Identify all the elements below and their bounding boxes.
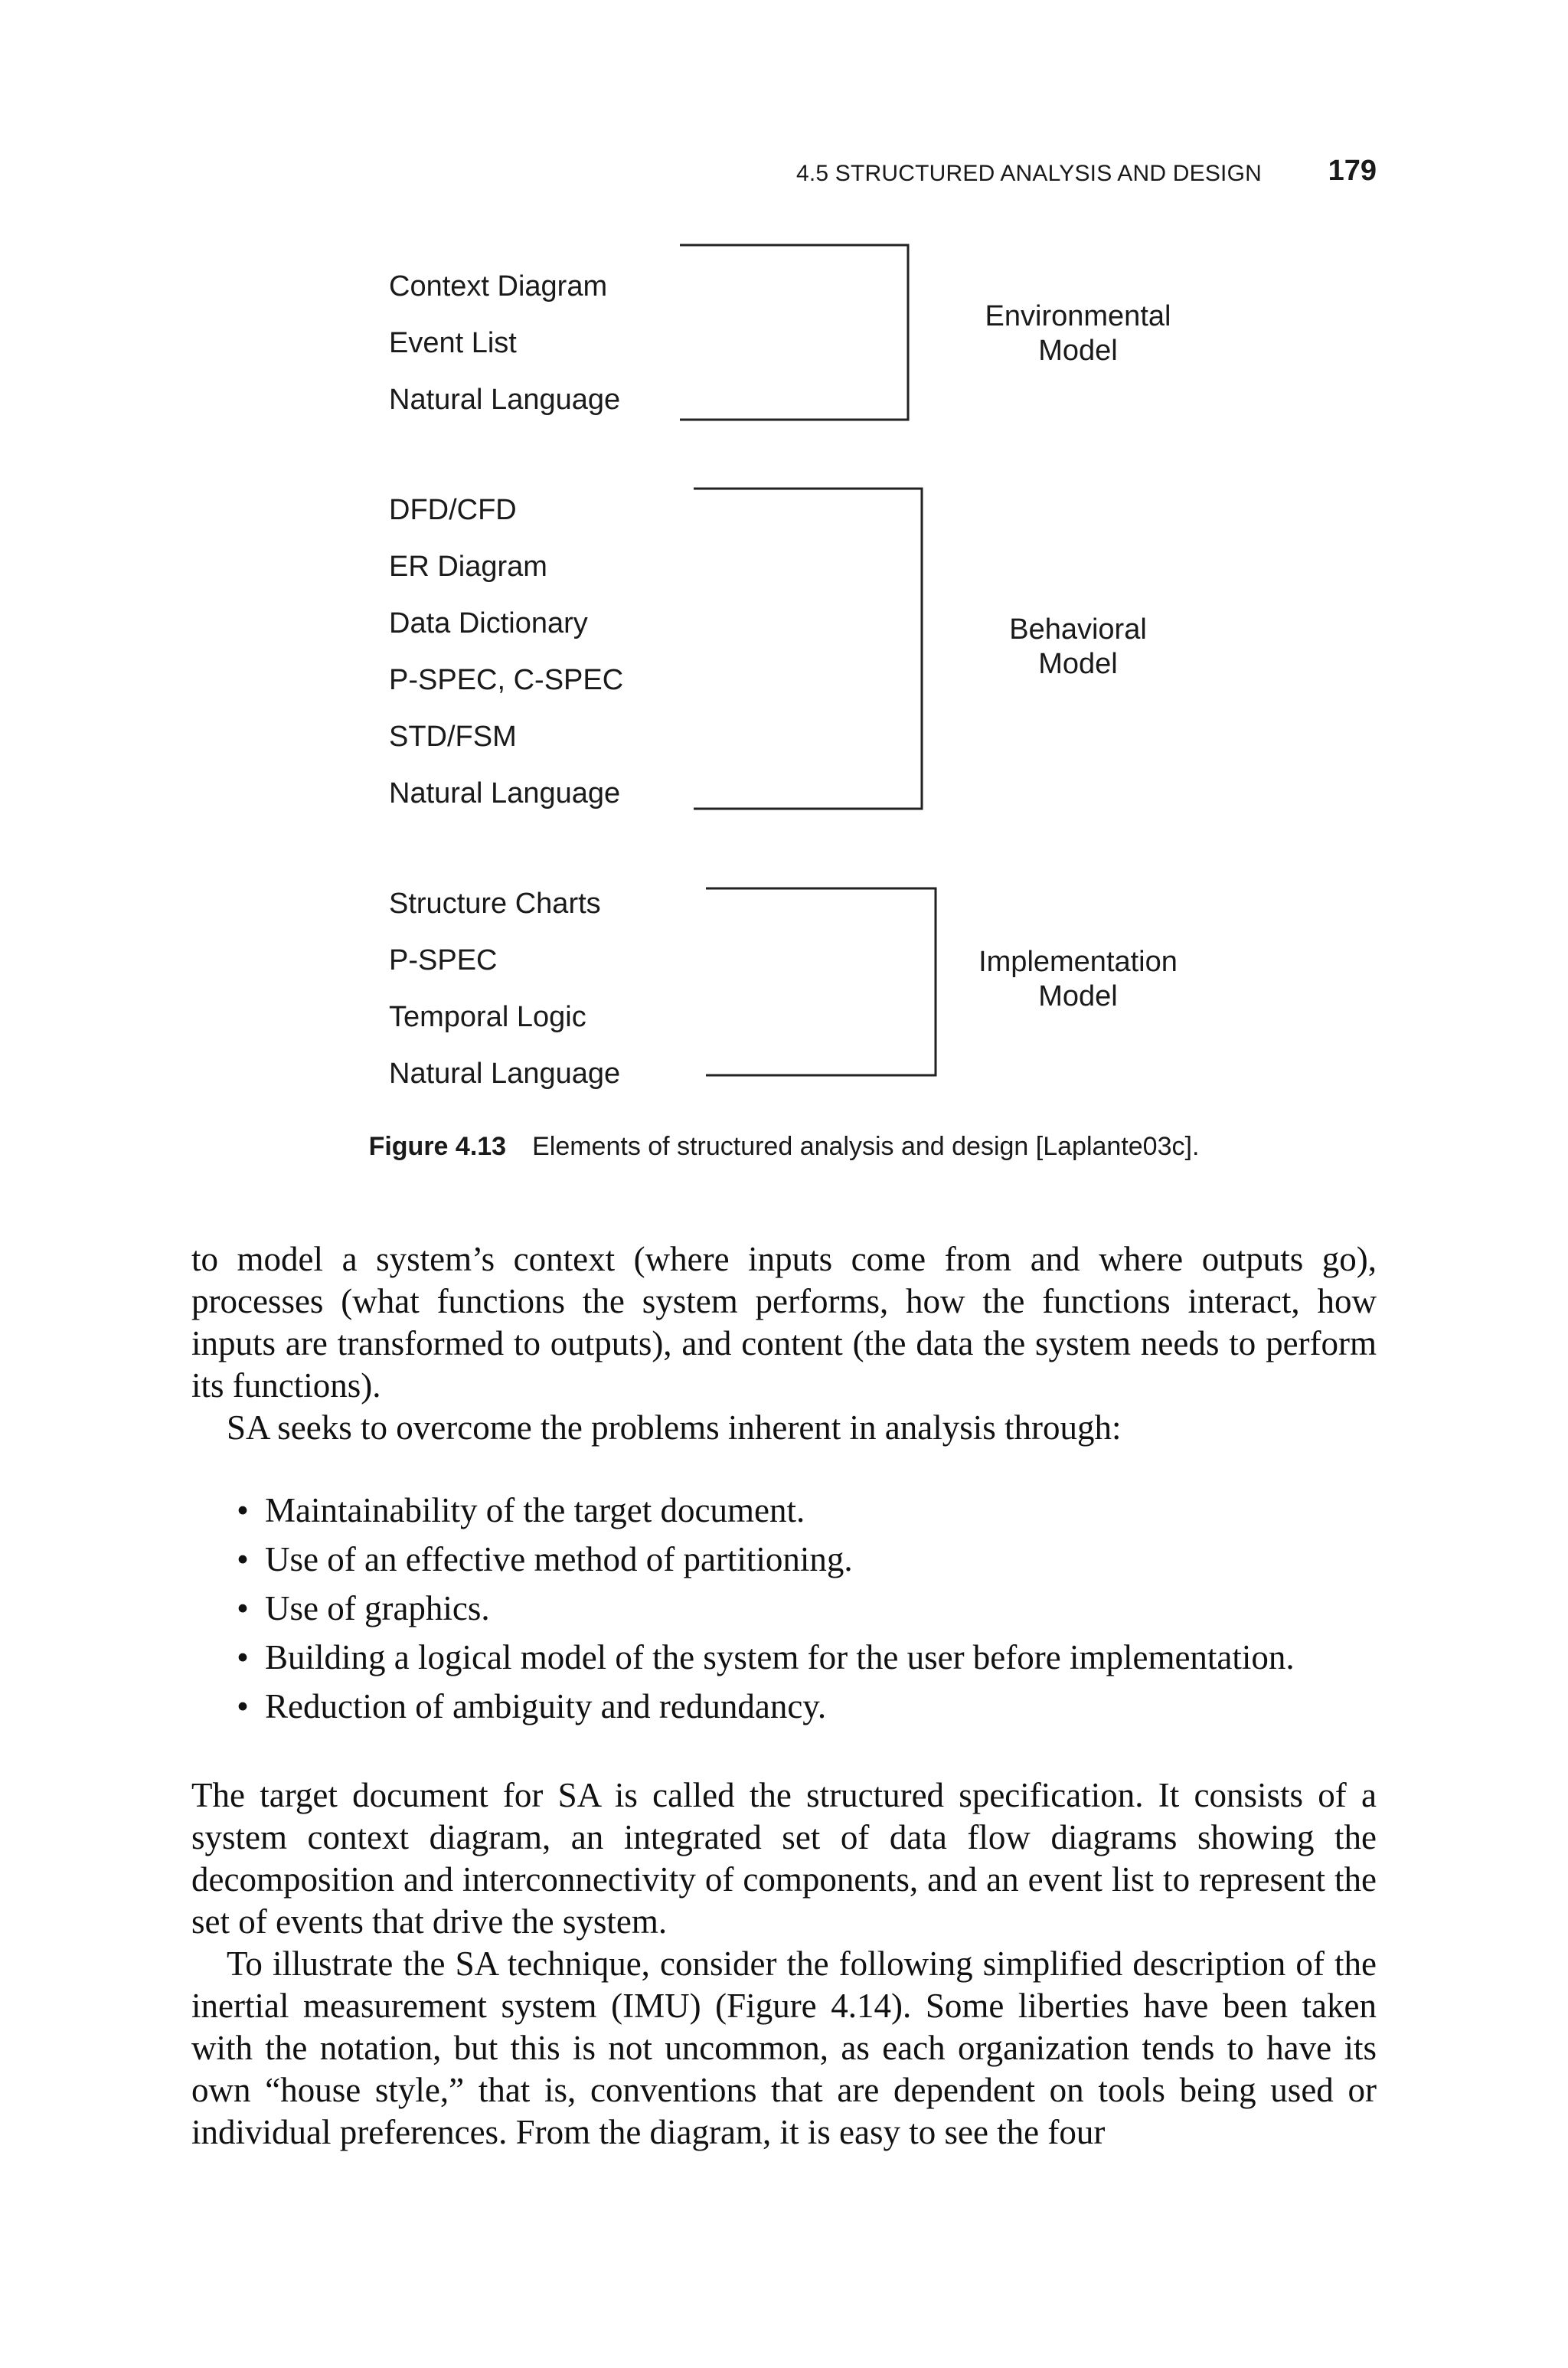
paragraph: SA seeks to overcome the problems inherent in analysis through: xyxy=(227,1408,1122,1447)
body-text-upper xyxy=(191,1238,1377,1449)
paragraph: The target document for SA is called the structured specification. It consists of a system context diagram, an integrated set of data flow diagrams showing the decomposition and interconnectivity of components, and an event list to represent the set of events that drive the system. xyxy=(191,1776,1377,1941)
bracket-behavioral xyxy=(694,489,922,809)
figure-number: Figure 4.13 xyxy=(368,1132,507,1161)
figure-item-p-spec-c-spec: P-SPEC, C-SPEC xyxy=(389,664,624,696)
figure-item-dfd-cfd: DFD/CFD xyxy=(389,494,517,526)
bracket-environmental xyxy=(680,245,908,420)
bullet-icon: • xyxy=(237,1589,249,1627)
list-item xyxy=(191,1682,1377,1731)
model-label-line: Model xyxy=(1038,980,1118,1012)
model-label-line: Behavioral xyxy=(1009,613,1147,646)
figure-item-event-list: Event List xyxy=(389,327,517,359)
bullet-icon: • xyxy=(237,1687,249,1725)
section-title: 4.5 STRUCTURED ANALYSIS AND DESIGN xyxy=(795,161,1262,186)
figure-item-structure-charts: Structure Charts xyxy=(389,888,601,920)
model-label-line: Environmental xyxy=(985,300,1171,332)
model-label-line: Model xyxy=(1038,335,1118,367)
figure-item-natural-language: Natural Language xyxy=(389,777,621,810)
figure-item-data-dictionary: Data Dictionary xyxy=(389,607,588,639)
list-item xyxy=(191,1584,1377,1633)
figure-item-context-diagram: Context Diagram xyxy=(389,270,608,303)
figure-item-std-fsm: STD/FSM xyxy=(389,721,517,753)
paragraph: to model a system’s context (where inputs come from and where outputs go), processes (what functions the system performs, how the functions interact, how inputs are transformed to outputs), and content (the data the system needs to perform its functions). xyxy=(191,1240,1377,1405)
paragraph: To illustrate the SA technique, consider the following simplified description of the inertial measurement system (IMU) (Figure 4.14). Some liberties have been taken with the notation, but this is not uncommon, as each organization tends to have its own “house style,” that is, conventions that are dependent on tools being used or individual preferences. From the diagram, it is easy to see the four xyxy=(191,1944,1377,2151)
list-item-text: Maintainability of the target document. xyxy=(265,1491,805,1529)
model-label-environmental xyxy=(940,299,1216,368)
list-item-text: Building a logical model of the system for the user before implementation. xyxy=(265,1638,1295,1676)
list-item xyxy=(191,1535,1377,1584)
list-item-text: Use of graphics. xyxy=(265,1589,490,1627)
list-item xyxy=(191,1486,1377,1535)
figure-item-natural-language: Natural Language xyxy=(389,384,621,416)
model-label-implementation xyxy=(940,945,1216,1014)
bullet-list xyxy=(191,1486,1377,1731)
list-item-text: Reduction of ambiguity and redundancy. xyxy=(265,1687,827,1725)
model-label-behavioral xyxy=(940,613,1216,682)
model-label-line: Model xyxy=(1038,648,1118,680)
bullet-icon: • xyxy=(237,1638,249,1676)
figure-brackets xyxy=(0,0,1568,1149)
bullet-icon: • xyxy=(237,1491,249,1529)
bullet-list-block xyxy=(191,1486,1377,1731)
page-number: 179 xyxy=(1328,155,1377,187)
figure-caption xyxy=(0,1132,1568,1162)
bracket-implementation xyxy=(706,888,936,1075)
figure-item-er-diagram: ER Diagram xyxy=(389,551,547,583)
figure-item-p-spec: P-SPEC xyxy=(389,944,498,976)
list-item-text: Use of an effective method of partitioning. xyxy=(265,1540,853,1578)
figure-item-natural-language: Natural Language xyxy=(389,1058,621,1090)
figure-caption-text: Elements of structured analysis and design [Laplante03c]. xyxy=(532,1132,1200,1161)
bullet-icon: • xyxy=(237,1540,249,1578)
list-item xyxy=(191,1633,1377,1682)
figure-item-temporal-logic: Temporal Logic xyxy=(389,1001,586,1033)
model-label-line: Implementation xyxy=(978,946,1178,978)
body-text-lower xyxy=(191,1774,1377,2154)
